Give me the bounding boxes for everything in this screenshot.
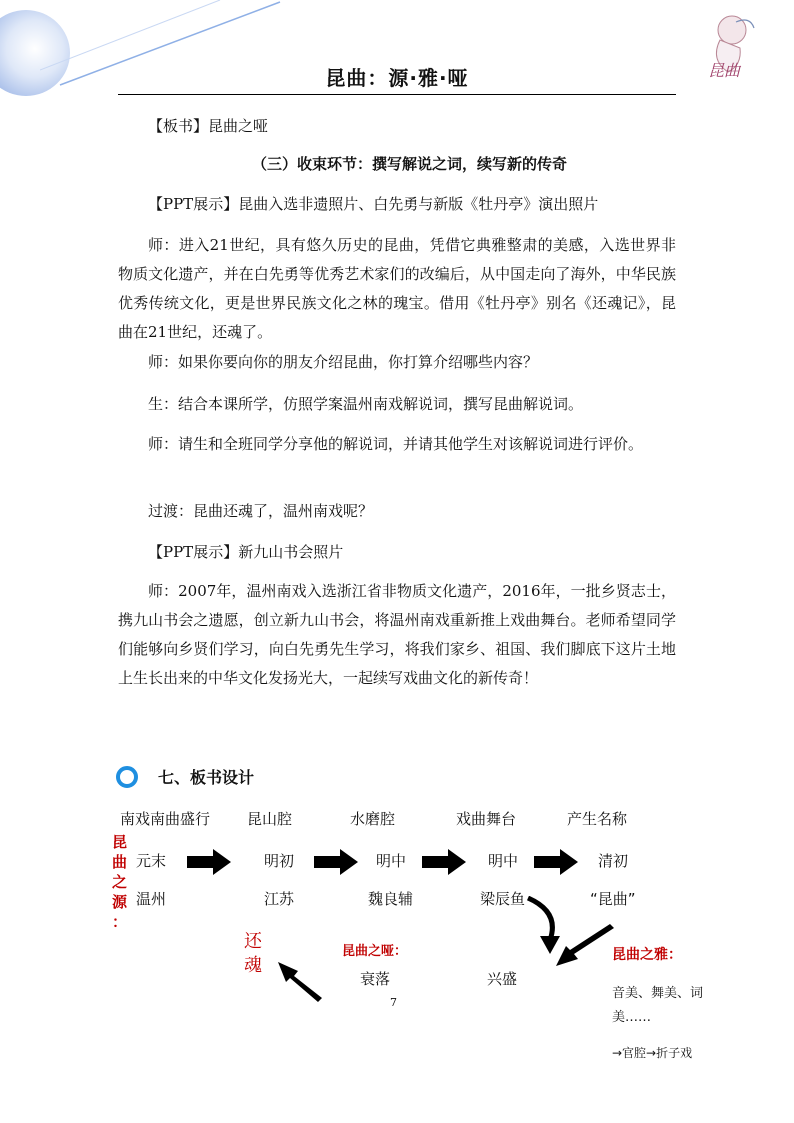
huanhun-label	[244, 930, 262, 978]
board-header-4: 戏曲舞台	[456, 810, 517, 828]
time-cell-4: 明中	[488, 852, 519, 870]
elegance-text-1: 音美、舞美、词	[612, 986, 704, 1001]
time-cell-1: 元末	[136, 852, 167, 870]
place-cell-2: 江苏	[264, 890, 295, 908]
teacher-question: 师：如果你要向你的朋友介绍昆曲，你打算介绍哪些内容？	[148, 353, 539, 371]
section3-title: （三）收束环节：撰写解说之词，续写新的传奇	[252, 155, 568, 173]
right-arrow-icon	[532, 848, 582, 878]
board-section-title: 七、板书设计	[158, 768, 255, 787]
side-label-origin	[112, 832, 128, 932]
right-arrow-icon	[420, 848, 470, 878]
ya-label: 昆曲之哑：	[342, 944, 408, 959]
board-header-2: 昆山腔	[247, 810, 293, 828]
board-header-1: 南戏南曲盛行	[120, 810, 211, 828]
elegance-text-2: 美……	[612, 1010, 652, 1025]
place-cell-4: 梁辰鱼	[480, 890, 526, 908]
diagonal-arrow-icon	[552, 924, 618, 972]
place-cell-3: 魏良辅	[368, 890, 414, 908]
ppt-note-1: 【PPT展示】昆曲入选非遗照片、白先勇与新版《牡丹亭》演出照片	[148, 195, 599, 213]
page-number: 7	[390, 996, 397, 1009]
place-cell-5: “昆曲”	[590, 890, 636, 908]
section-bullet-icon	[116, 766, 138, 788]
huanhun-char: 还	[244, 931, 262, 952]
elegance-label: 昆曲之雅：	[612, 947, 682, 963]
time-cell-5: 清初	[598, 852, 629, 870]
transition-line: 过渡：昆曲还魂了，温州南戏呢？	[148, 502, 374, 520]
banshu-line: 【板书】昆曲之哑	[148, 117, 269, 135]
guanqiang-line: →官腔→折子戏	[612, 1046, 693, 1060]
side-char: 之	[112, 873, 128, 891]
decline-label: 衰落	[360, 970, 391, 988]
teacher-paragraph-2: 师：请生和全班同学分享他的解说词，并请其他学生对该解说词进行评价。	[148, 435, 644, 453]
student-answer: 生：结合本课所学，仿照学案温州南戏解说词，撰写昆曲解说词。	[148, 395, 584, 413]
side-char: ：	[112, 913, 128, 931]
time-cell-2: 明初	[264, 852, 295, 870]
prosperity-label: 兴盛	[487, 970, 518, 988]
kunqu-logo	[690, 10, 760, 85]
side-char: 源	[112, 893, 128, 911]
diagonal-arrow-icon	[276, 958, 328, 1004]
teacher-paragraph-3: 师：2007年，温州南戏入选浙江省非物质文化遗产，2016年，一批乡贤志士，携九山书会之遗愿，创立新九山书会，将温州南戏重新推上戏曲舞台。老师希望同学们能够向乡贤们学习，向白先勇先生学习，将我们家乡、祖国、我们脚底下这片土地上生长出来的中华文化发扬光大，一起续写戏曲文化的新传奇！	[118, 582, 676, 687]
side-char: 昆	[112, 833, 128, 851]
right-arrow-icon	[185, 848, 235, 878]
page-header-title: 昆曲：源·雅·哑	[325, 66, 469, 90]
teacher-paragraph-1: 师：进入21世纪，具有悠久历史的昆曲，凭借它典雅整肃的美感，入选世界非物质文化遗产，并在白先勇等优秀艺术家们的改编后，从中国走向了海外，中华民族优秀传统文化，更是世界民族文化之林的瑰宝。借用《牡丹亭》别名《还魂记》，昆曲在21世纪，还魂了。	[118, 236, 676, 341]
right-arrow-icon	[312, 848, 362, 878]
time-cell-3: 明中	[376, 852, 407, 870]
place-cell-1: 温州	[136, 890, 167, 908]
ppt-note-2: 【PPT展示】新九山书会照片	[148, 543, 344, 561]
huanhun-char: 魂	[244, 955, 262, 976]
side-char: 曲	[112, 853, 128, 871]
svg-text:昆曲: 昆曲	[708, 61, 741, 80]
header-rule	[118, 94, 676, 95]
board-header-5: 产生名称	[567, 810, 628, 828]
board-header-3: 水磨腔	[350, 810, 396, 828]
